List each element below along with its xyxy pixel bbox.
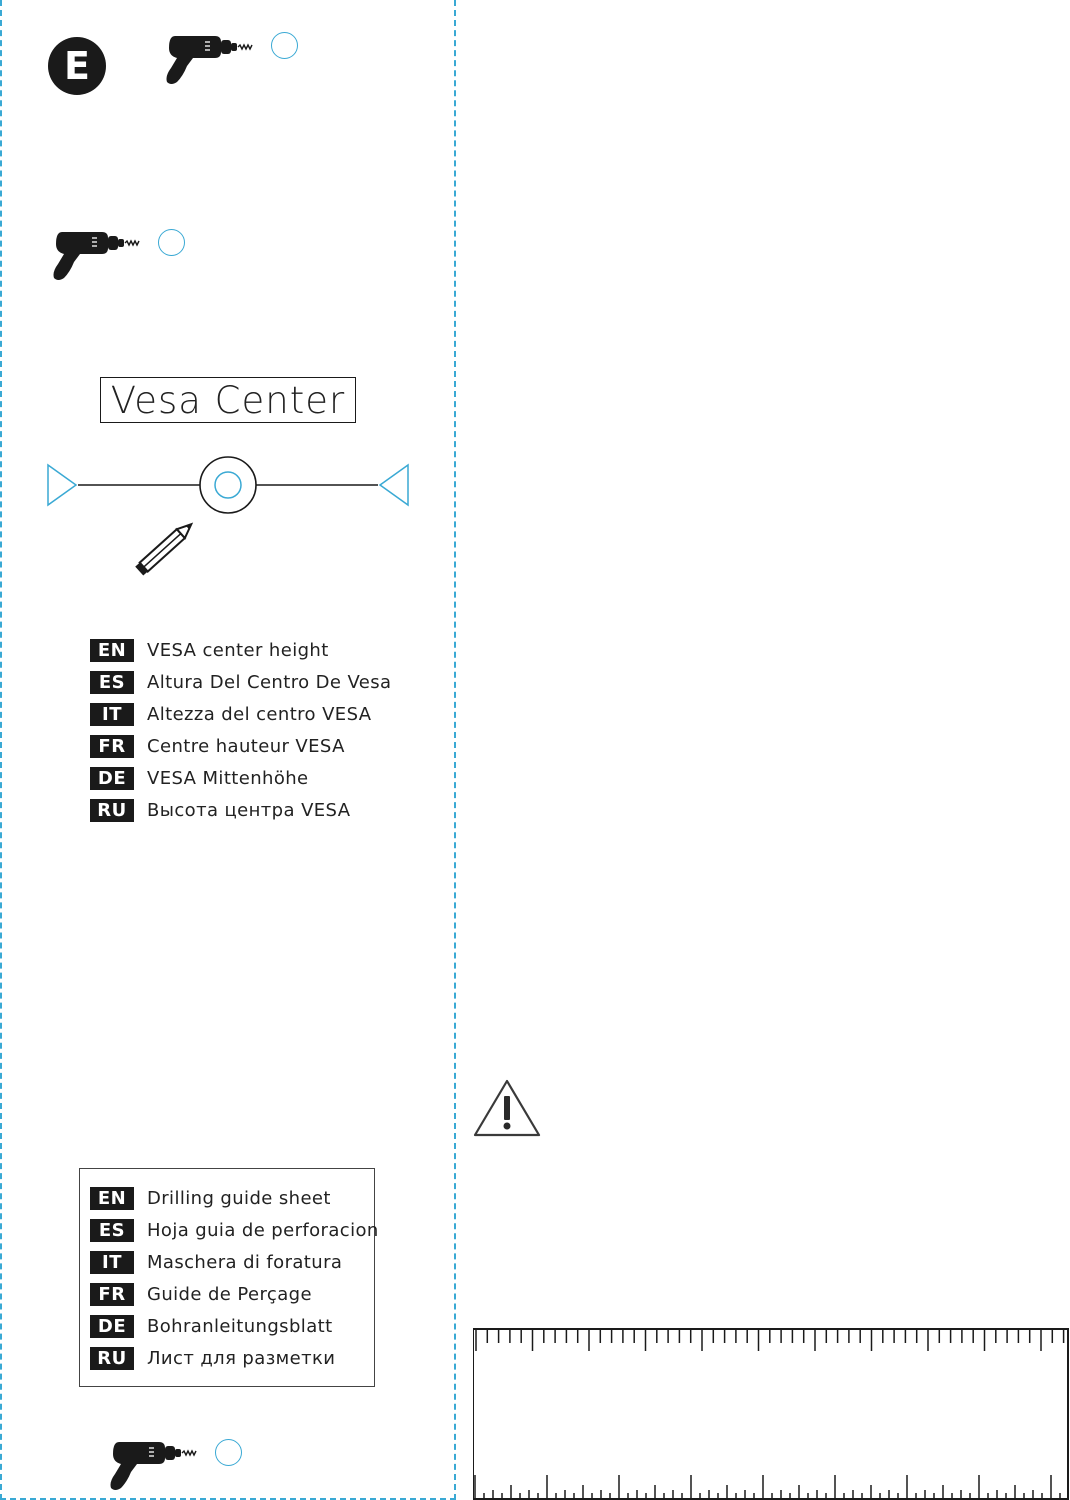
language-code: DE: [90, 767, 134, 790]
drill-hole-marker-icon: [158, 229, 185, 256]
power-drill-icon: [50, 226, 142, 282]
triangle-arrow-left-icon: [380, 465, 408, 505]
legend-row-es: [90, 666, 392, 698]
drilling-guide-legend: [90, 1182, 379, 1374]
legend-text: Hoja guia de perforacion: [147, 1219, 379, 1241]
legend-row-de: [90, 762, 392, 794]
language-code: EN: [90, 639, 134, 662]
language-code: ES: [90, 671, 134, 694]
section-badge: E: [48, 37, 106, 95]
ruler-icon: [473, 1328, 1069, 1500]
power-drill-icon: [107, 1436, 199, 1492]
legend-text: Bohranleitungsblatt: [147, 1315, 333, 1337]
legend-row-es: [90, 1214, 379, 1246]
template-border-right: [454, 0, 456, 1500]
legend-row-fr: [90, 730, 392, 762]
language-code: DE: [90, 1315, 134, 1338]
language-code: IT: [90, 1251, 134, 1274]
legend-row-it: [90, 1246, 379, 1278]
legend-row-it: [90, 698, 392, 730]
template-border-left: [0, 0, 2, 1500]
legend-text: Guide de Perçage: [147, 1283, 312, 1305]
legend-row-ru: [90, 794, 392, 826]
vesa-height-legend: [90, 634, 392, 826]
vesa-hole-marker-icon: [198, 455, 258, 515]
legend-row-en: [90, 634, 392, 666]
legend-row-de: [90, 1310, 379, 1342]
language-code: FR: [90, 1283, 134, 1306]
legend-text: Maschera di foratura: [147, 1251, 343, 1273]
triangle-arrow-right-icon: [48, 465, 76, 505]
language-code: RU: [90, 799, 134, 822]
legend-row-ru: [90, 1342, 379, 1374]
language-code: EN: [90, 1187, 134, 1210]
vesa-center-label: Vesa Center: [100, 377, 356, 423]
legend-text: Высота центра VESA: [147, 799, 351, 821]
language-code: ES: [90, 1219, 134, 1242]
drill-hole-marker-icon: [271, 32, 298, 59]
language-code: RU: [90, 1347, 134, 1370]
language-code: IT: [90, 703, 134, 726]
language-code: FR: [90, 735, 134, 758]
power-drill-icon: [163, 30, 255, 86]
warning-triangle-icon: [472, 1078, 542, 1138]
legend-text: Лист для разметки: [147, 1347, 336, 1369]
legend-text: VESA center height: [147, 639, 329, 661]
legend-text: Centre hauteur VESA: [147, 735, 345, 757]
legend-row-en: [90, 1182, 379, 1214]
pencil-icon: [128, 512, 204, 582]
legend-text: VESA Mittenhöhe: [147, 767, 309, 789]
legend-text: Altezza del centro VESA: [147, 703, 372, 725]
legend-row-fr: [90, 1278, 379, 1310]
legend-text: Altura Del Centro De Vesa: [147, 671, 392, 693]
legend-text: Drilling guide sheet: [147, 1187, 331, 1209]
drill-hole-marker-icon: [215, 1439, 242, 1466]
